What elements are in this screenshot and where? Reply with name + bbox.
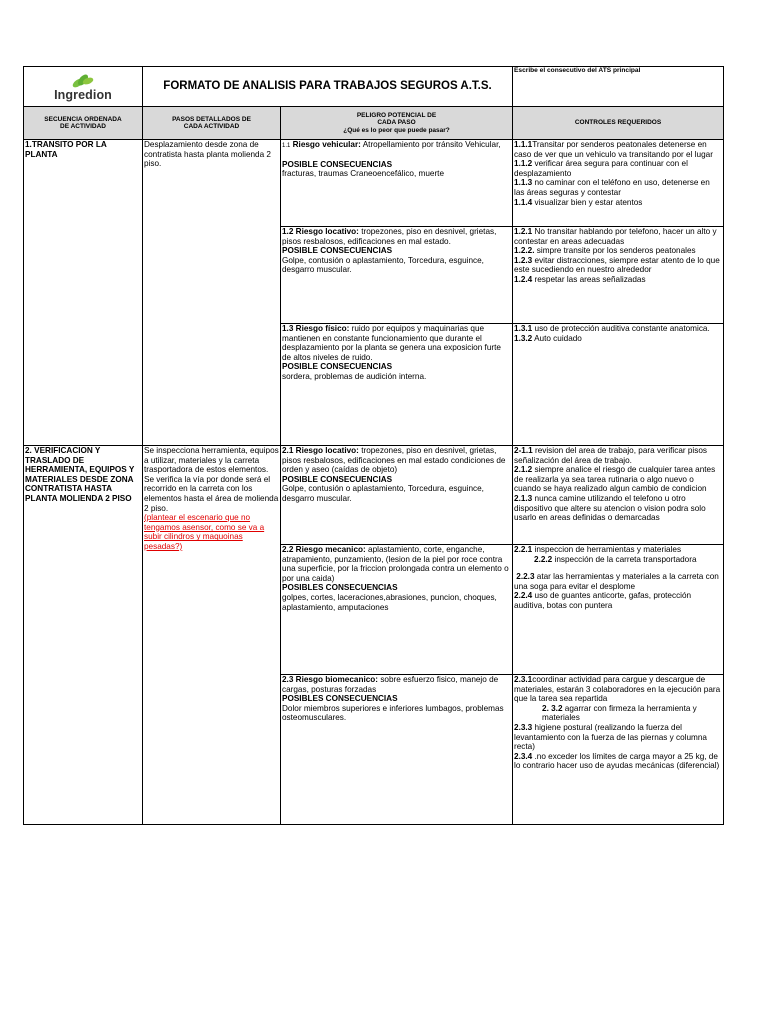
- controls-cell: 1.1.1Transitar por senderos peatonales detenerse en caso de ver que un vehiculo va transitando por el lugar 1.1.2 verificar área segura para continuar con el desplazamiento 1.1.3 no caminar con el teléfono en uso, detenerse en las áreas seguras y contestar 1.1.4 visualizar bien y estar atentos: [513, 140, 724, 227]
- table-row: [24, 140, 724, 227]
- controls-cell: 2.2.1 inspeccion de herramientas y materiales 2.2.2 inspección de la carreta transportadora 2.2.3 atar las herramientas y materiales a la carreta con una soga para evitar el desplome 2.2.4 uso de guantes anticorte, gafas, protección auditiva, botas con puntera: [513, 545, 724, 675]
- controls-cell: 2-1.1 revision del area de trabajo, para verificar pisos señalización del área de trabajo. 2.1.2 siempre analice el riesgo de cualquier tarea antes de realizarla ya sea tarea rutinaria o algo nuevo o cuando se haya realizado algun cambio de condicion 2.1.3 nunca camine utilizando el telefono u otro dispositivo que altere su atencion o vision podra solo usarlo en areas definidas o demarcadas: [513, 446, 724, 545]
- ats-format-table: [23, 66, 724, 825]
- column-header-steps: PASOS DETALLADOS DE CADA ACTIVIDAD: [143, 107, 281, 140]
- company-logo: [54, 72, 112, 102]
- activity-sequence: 2. VERIFICACION Y TRASLADO DE HERRAMIENTA, EQUIPOS Y MATERIALES DESDE ZONA CONTRATISTA HASTA PLANTA MOLIENDA 2 PISO: [24, 446, 143, 825]
- controls-cell: 2.3.1coordinar actividad para cargue y descargue de materiales, estarán 3 colaboradores en la ejecución para que la tarea sea repartida 2. 3.2 agarrar con firmeza la herramienta y materiales 2.3.3 higiene postural (realizando la fuerza del levantamiento con la fuerza de las piernas y columna recta) 2.3.4 .no exceder los límites de carga mayor a 25 kg, de lo contrario hacer uso de ayudas mecánicas (diferencial): [513, 675, 724, 825]
- hazard-cell: 1.2 Riesgo locativo: tropezones, piso en desnivel, grietas, pisos resbalosos, edificaciones en mal estado. POSIBLE CONSECUENCIAS Golpe, contusión o aplastamiento, Torcedura, esguince, desgarro muscular.: [281, 227, 513, 324]
- controls-cell: 1.2.1 No transitar hablando por telefono, hacer un alto y contestar en areas adecuadas 1.2.2. simpre transite por los senderos peatonales 1.2.3 evitar distracciones, siempre estar atento de lo que este sucediendo en nuestro alrededor 1.2.4 respetar las areas señalizadas: [513, 227, 724, 324]
- logo-wordmark: Ingredion: [54, 87, 112, 102]
- hazard-cell: 1.3 Riesgo físico: ruido por equipos y maquinarias que mantienen en constante funcionamiento que durante el desplazamiento por la planta se genera una exposicion furte de altos niveles de ruido. POSIBLE CONSECUENCIAS sordera, problemas de audición interna.: [281, 324, 513, 446]
- hazard-cell: 1.1 Riesgo vehicular: Atropellamiento por tránsito Vehicular, POSIBLE CONSECUENCIAS fracturas, traumas Craneoencefálico, muerte: [281, 140, 513, 227]
- column-header-hazard: PELIGRO POTENCIAL DE CADA PASO ¿Qué es lo peor que puede pasar?: [281, 107, 513, 140]
- activity-step: Se inspecciona herramienta, equipos a utilizar, materiales y la carreta trasportadora de estos elementos. Se verifica la vía por donde será el recorrido en la carreta con los elementos hasta el área de molienda 2 piso. (plantear el escenario que no tengamos asensor, como se va a subir cilindros y maquoinas pesadas?): [143, 446, 281, 825]
- hazard-cell: 2.2 Riesgo mecanico: aplastamiento, corte, enganche, atrapamiento, punzamiento, (lesion de la piel por roce contra una superficie, por la friccion prolongada contra un elemento o por una caida) POSIBLES CONSECUENCIAS golpes, cortes, laceraciones,abrasiones, puncion, choques, aplastamiento, amputaciones: [281, 545, 513, 675]
- table-row: [24, 446, 724, 545]
- logo-cell: [24, 67, 143, 107]
- column-header-controls: CONTROLES REQUERIDOS: [513, 107, 724, 140]
- hazard-cell: 2.1 Riesgo locativo: tropezones, piso en desnivel, grietas, pisos resbalosos, edificaciones en mal estado condiciones de orden y aseo (caídas de objeto) POSIBLE CONSECUENCIAS Golpe, contusión o aplastamiento, Torcedura, esguince, desgarro muscular.: [281, 446, 513, 545]
- ingredion-leaf-icon: [71, 72, 95, 88]
- hazard-cell: 2.3 Riesgo biomecanico: sobre esfuerzo fisico, manejo de cargas, posturas forzadas POSIBLES CONSECUENCIAS Dolor miembros superiores e inferiores lumbagos, problemas osteomusculares.: [281, 675, 513, 825]
- scenario-note: (plantear el escenario que no tengamos asensor, como se va a subir cilindros y maquoinas pesadas?): [144, 513, 265, 551]
- ats-number-note: Escribe el consecutivo del ATS principal: [513, 67, 724, 107]
- column-header-sequence: SECUENCIA ORDENADA DE ACTIVIDAD: [24, 107, 143, 140]
- controls-cell: 1.3.1 uso de protección auditiva constante anatomica. 1.3.2 Auto cuidado: [513, 324, 724, 446]
- activity-sequence: 1.TRANSITO POR LA PLANTA: [24, 140, 143, 446]
- page-title: FORMATO DE ANALISIS PARA TRABAJOS SEGUROS A.T.S.: [143, 67, 513, 107]
- activity-step: Desplazamiento desde zona de contratista hasta planta molienda 2 piso.: [143, 140, 281, 446]
